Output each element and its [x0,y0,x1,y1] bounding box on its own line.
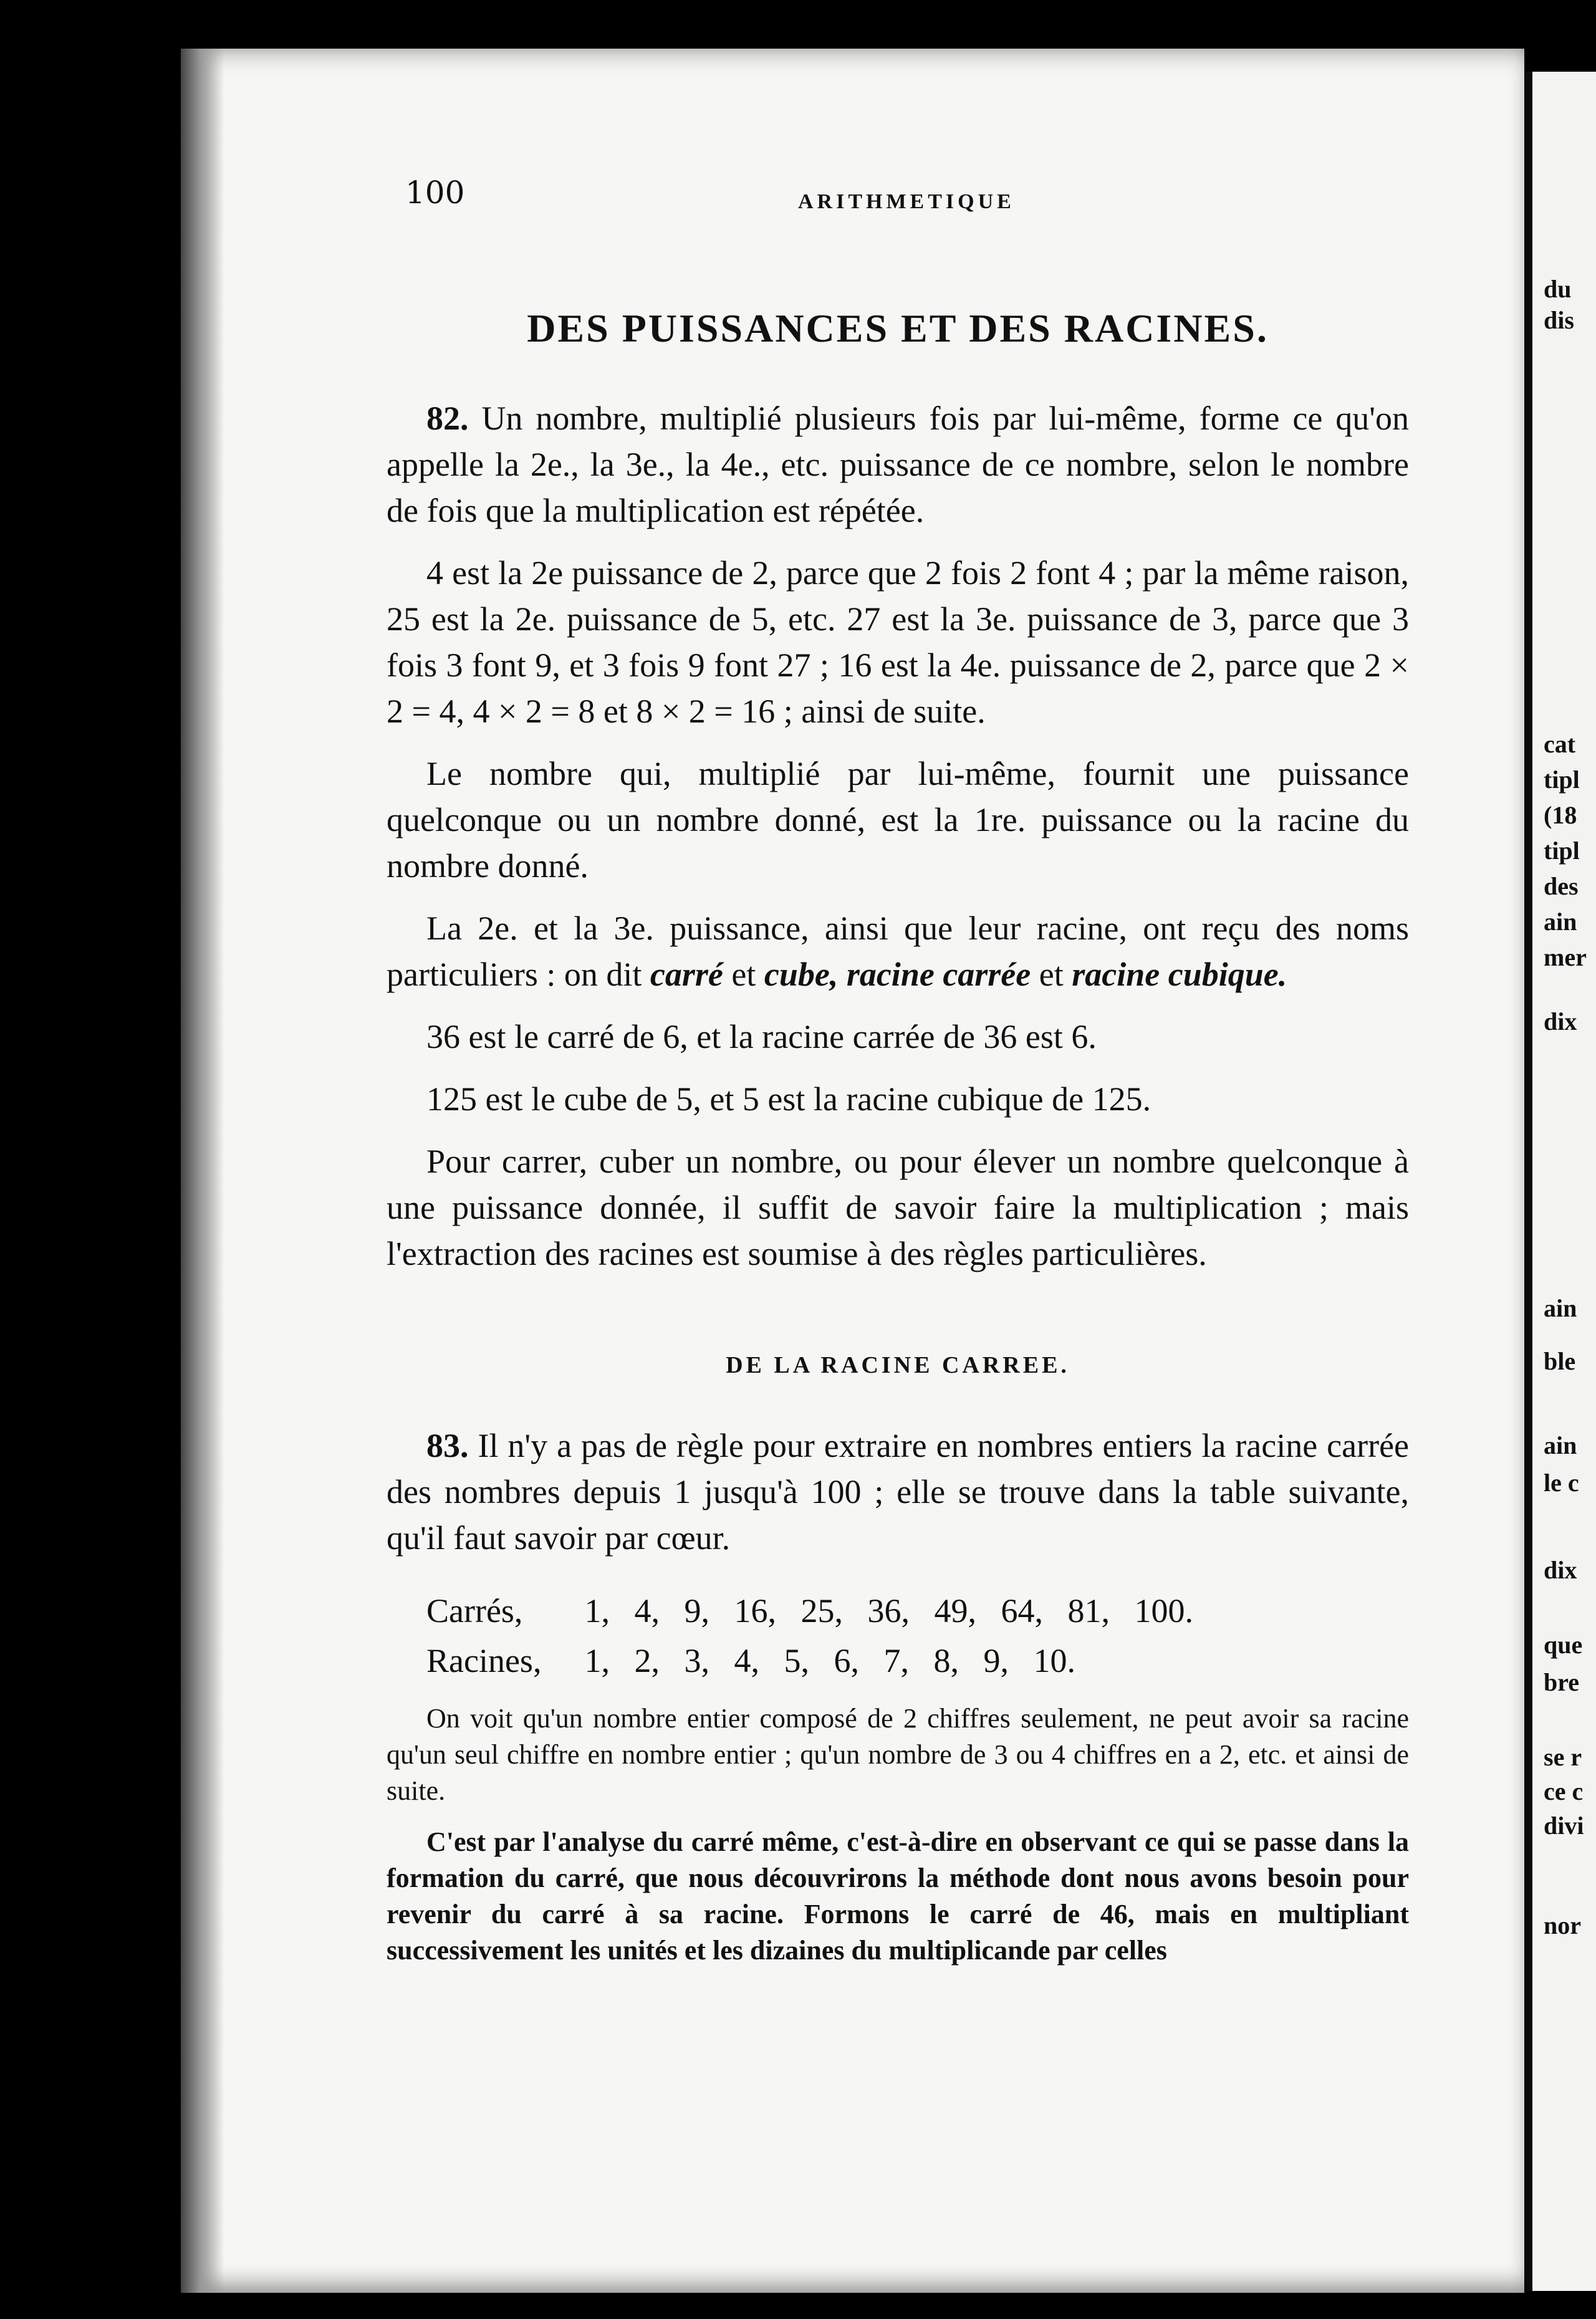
table-row-squares [426,1586,1409,1636]
table-cell: 10. [1033,1642,1075,1679]
fragment-text: le c [1544,1469,1579,1497]
row-label: Racines, [426,1642,542,1679]
fragment-text: que [1544,1631,1583,1659]
page-content [387,162,1409,1969]
fragment-text: du [1544,275,1572,303]
term-carre: carré [650,956,723,993]
fragment-text: se r [1544,1743,1582,1771]
adjacent-page-fragment [1526,72,1596,2291]
table-cell: 36, [867,1592,910,1630]
running-title: ARITHMETIQUE [798,190,1015,213]
fragment-text: ain [1544,908,1577,936]
paragraph-text: Un nombre, multiplié plusieurs fois par lui-même, forme ce qu'on appelle la 2e., la 3e., la 4e., etc. puissance de ce nombre, selon le nombre de fois que la multiplication est répétée. [387,400,1410,529]
note-paragraph: On voit qu'un nombre entier composé de 2 chiffres seulement, ne peut avoir sa racine qu'un seul chiffre en nombre entier ; qu'un nombre de 3 ou 4 chiffres en a 2, etc. et ainsi de suite. [387,1703,1409,1806]
fragment-text: mer [1544,943,1587,971]
note-paragraph: C'est par l'analyse du carré même, c'est-à-dire en observant ce qui se passe dans la formation du carré, que nous découvrirons la méthode dont nous avons besoin pour revenir du carré à sa racine. Formons le carré de 46, mais en multipliant successivement les unités et les dizaines du multiplicande par celles [387,1827,1409,1966]
squares-roots-table [426,1586,1409,1686]
chapter-title: DES PUISSANCES ET DES RACINES. [527,306,1269,350]
table-cell: 1, [584,1642,610,1679]
table-cell: 6, [834,1642,859,1679]
table-cell: 9, [983,1642,1009,1679]
page-number: 100 [405,175,465,211]
fragment-text: dis [1544,306,1574,334]
paragraph: 125 est le cube de 5, et 5 est la racine cubique de 125. [426,1080,1151,1118]
fragment-text: tipl [1544,766,1580,794]
table-cell: 2, [634,1642,660,1679]
running-header [387,162,1409,218]
fragment-text: divi [1544,1812,1584,1840]
fragment-text: ain [1544,1431,1577,1459]
section-title: DE LA RACINE CARREE. [726,1352,1070,1378]
fragment-text: dix [1544,1007,1577,1035]
paragraph: 36 est le carré de 6, et la racine carrée de 36 est 6. [426,1018,1097,1055]
table-cell: 7, [883,1642,909,1679]
fragment-text: ble [1544,1347,1576,1375]
table-cell: 8, [933,1642,959,1679]
paragraph-text: La 2e. et la 3e. puissance, ainsi que leur racine, ont reçu des noms particuliers : on dit [387,910,1409,993]
table-cell: 25, [800,1592,843,1630]
paragraph-text: et [1039,956,1064,993]
fragment-text: ain [1544,1294,1577,1322]
term-cube: cube, racine carrée [764,956,1031,993]
table-cell: 4, [634,1592,660,1630]
table-cell: 5, [784,1642,809,1679]
table-cell: 49, [934,1592,976,1630]
table-cell: 81, [1067,1592,1110,1630]
fragment-text: nor [1544,1911,1581,1939]
fragment-text: bre [1544,1668,1580,1696]
fragment-text: cat [1544,730,1576,758]
fragment-text: dix [1544,1556,1577,1584]
fragment-text: ce c [1544,1777,1584,1805]
table-cell: 4, [734,1642,759,1679]
table-cell: 100. [1134,1592,1193,1630]
table-cell: 3, [684,1642,709,1679]
term-racine-cubique: racine cubique. [1072,956,1287,993]
paragraph-text: Il n'y a pas de règle pour extraire en nombres entiers la racine carrée des nombres depuis 1 jusqu'à 100 ; elle se trouve dans la table suivante, qu'il faut savoir par cœur. [387,1427,1409,1557]
paragraph: Le nombre qui, multiplié par lui-même, fournit une puissance quelconque ou un nombre donné, est la 1re. puissance ou la racine du nombre donné. [387,755,1409,885]
table-cell: 16, [734,1592,776,1630]
fragment-text: (18 [1544,801,1577,829]
table-cell: 9, [684,1592,709,1630]
article-number: 83. [426,1427,469,1464]
fragment-text: tipl [1544,837,1580,865]
fragment-text: des [1544,872,1579,900]
paragraph-83 [387,1423,1409,1561]
paragraph: Pour carrer, cuber un nombre, ou pour élever un nombre quelconque à une puissance donnée, il suffit de savoir faire la multiplication ; mais l'extraction des racines est soumise à des règles particulières. [387,1143,1409,1272]
article-number: 82. [426,400,469,437]
table-row-roots [426,1636,1409,1686]
paragraph-82 [387,395,1409,534]
paragraph: 4 est la 2e puissance de 2, parce que 2 fois 2 font 4 ; par la même raison, 25 est la 2e. puissance de 5, etc. 27 est la 3e. puissance de 3, parce que 3 fois 3 font 9, et 3 fois 9 font 27 ; 16 est la 4e. puissance de 2, parce que 2 × 2 = 4, 4 × 2 = 8 et 8 × 2 = 16 ; ainsi de suite. [387,554,1409,730]
table-cell: 1, [584,1592,610,1630]
row-label: Carrés, [426,1592,523,1630]
table-cell: 64, [1001,1592,1043,1630]
paragraph-text: et [731,956,756,993]
gutter-shadow [181,49,224,2293]
paragraph [387,905,1409,997]
